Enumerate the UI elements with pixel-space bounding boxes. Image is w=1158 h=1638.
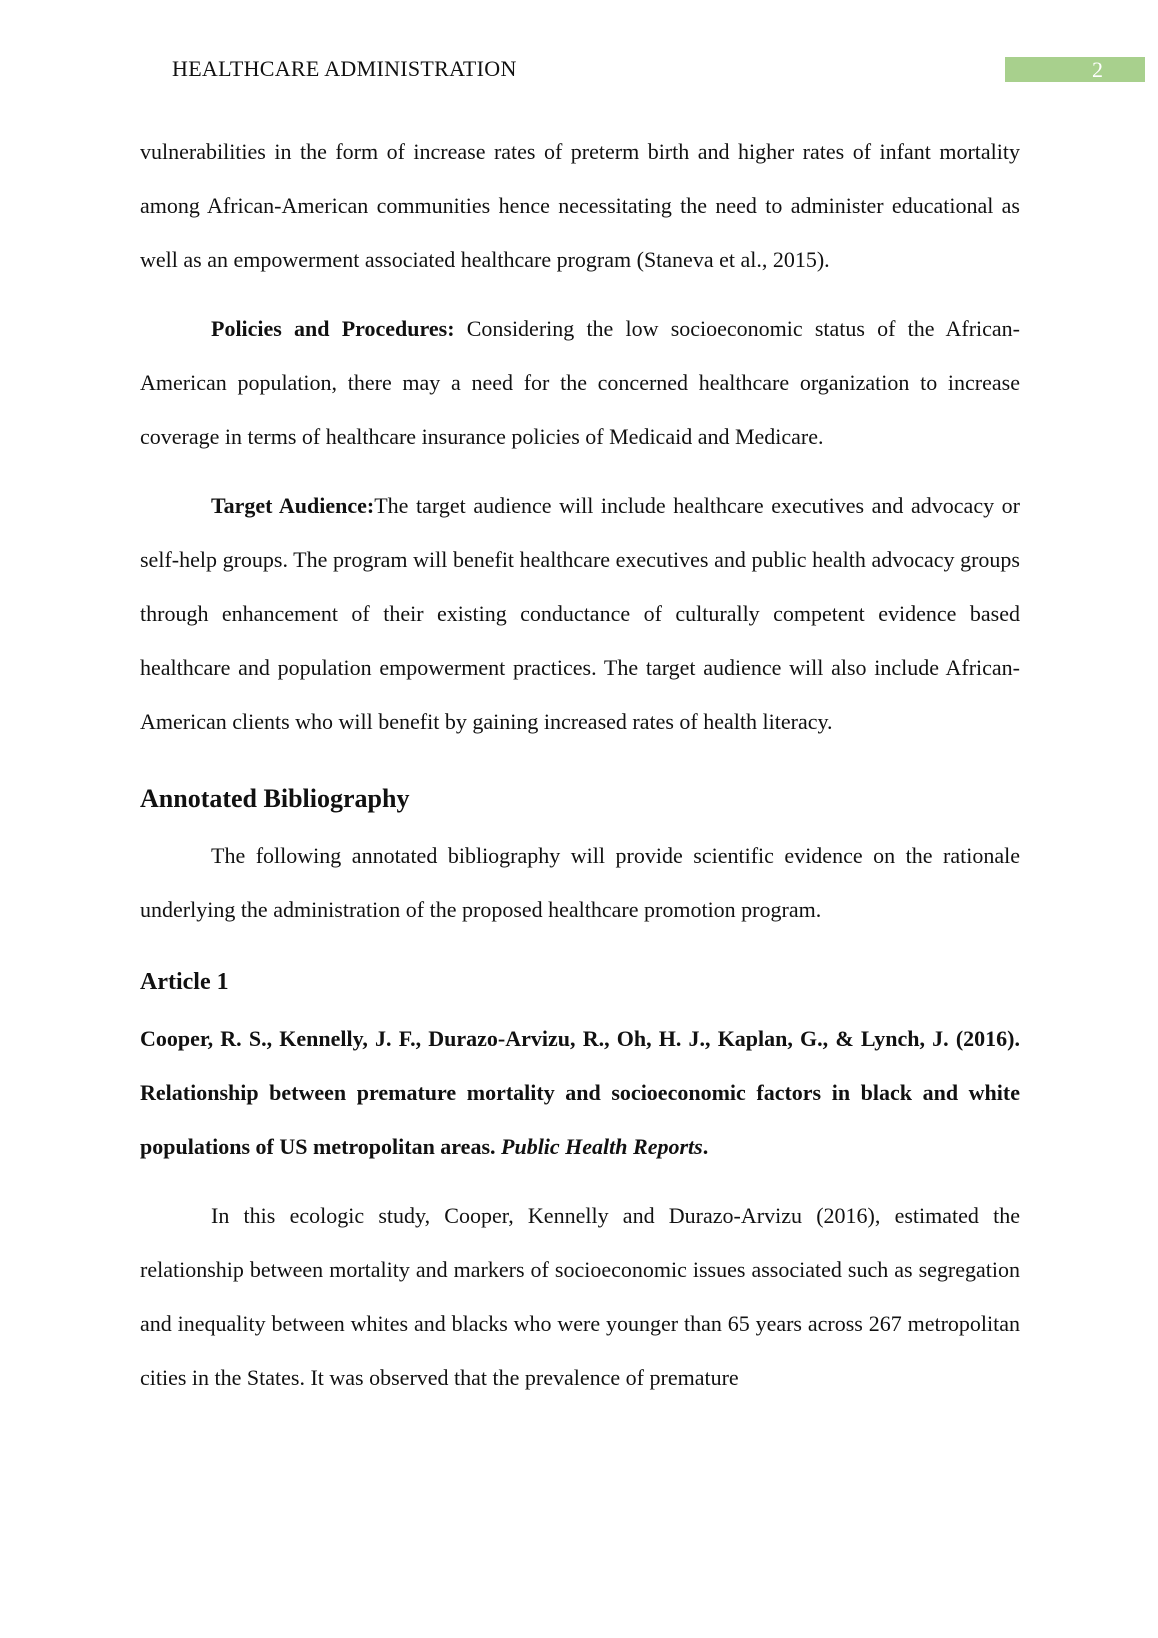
policies-text: Considering the low socioeconomic status of the African-American population, there may a need for the concerned healthcare organization to increase coverage in terms of healthcare insurance policies of Medicaid and Medicare. [140,316,1020,449]
target-audience-label: Target Audience: [211,493,375,518]
article-heading: Article 1 [140,969,229,995]
citation-authors-title: Cooper, R. S., Kennelly, J. F., Durazo-Arvizu, R., Oh, H. J., Kaplan, G., & Lynch, J. (2016). Relationship between premature mortality and socioeconomic factors in black and white populations of US metropolitan areas. [140,1026,1020,1159]
policies-label: Policies and Procedures: [211,316,455,341]
article-summary: In this ecologic study, Cooper, Kennelly and Durazo-Arvizu (2016), estimated the relationship between mortality and markers of socioeconomic issues associated such as segregation and inequality between whites and blacks who were younger than 65 years across 267 metropolitan cities in the States. It was observed that the prevalence of premature [140,1203,1020,1390]
target-audience-paragraph [140,479,1020,749]
bibliography-heading: Annotated Bibliography [140,784,410,813]
running-head: HEALTHCARE ADMINISTRATION [172,56,517,81]
citation-journal: Public Health Reports [501,1134,703,1159]
page-number: 2 [1005,57,1145,82]
policies-paragraph [140,302,1020,464]
document-body [140,125,1020,1420]
citation-end: . [702,1134,709,1159]
article-citation [140,1012,1020,1174]
bibliography-intro: The following annotated bibliography will provide scientific evidence on the rationale underlying the administration of the proposed healthcare promotion program. [140,843,1020,922]
target-audience-text: The target audience will include healthcare executives and advocacy or self-help groups. The program will benefit healthcare executives and public health advocacy groups through enhancement of their existing conductance of culturally competent evidence based healthcare and population empowerment practices. The target audience will also include African-American clients who will benefit by gaining increased rates of health literacy. [140,493,1021,734]
intro-paragraph: vulnerabilities in the form of increase rates of preterm birth and higher rates of infant mortality among African-American communities hence necessitating the need to administer educational as well as an empowerment associated healthcare program (Staneva et al., 2015). [140,139,1020,272]
